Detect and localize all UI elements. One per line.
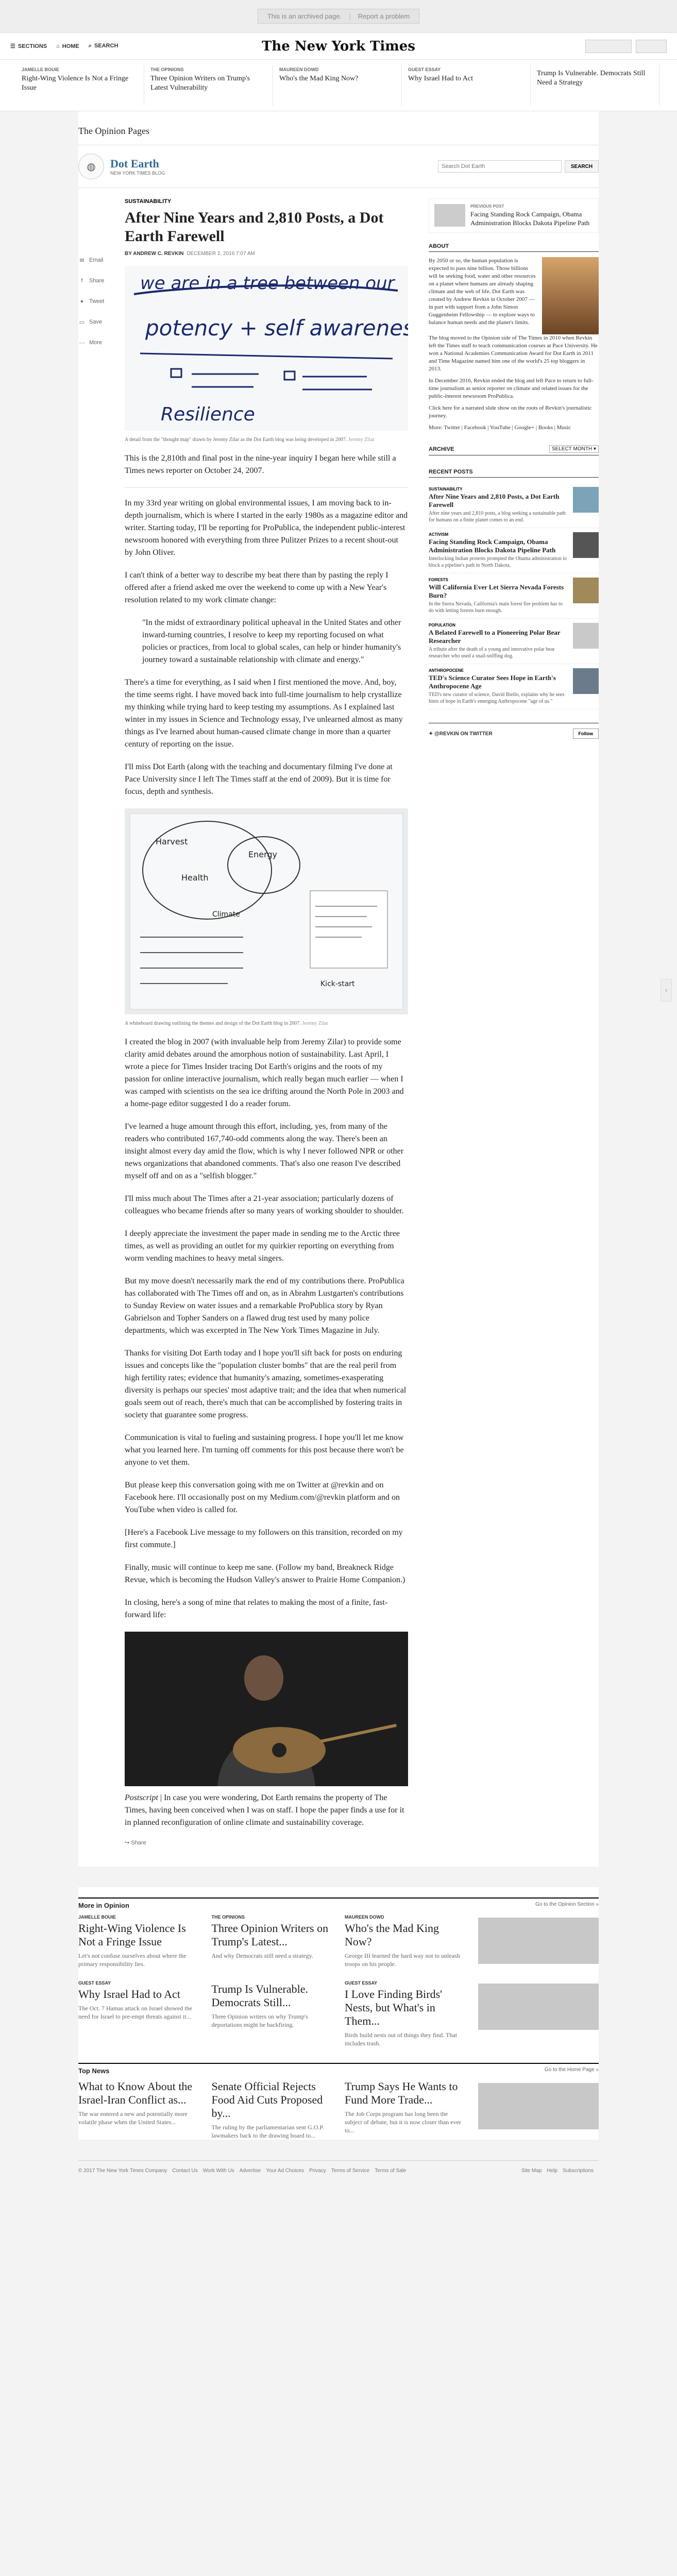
share-label: Email (89, 257, 104, 263)
video-still (125, 1632, 408, 1786)
svg-text:Health: Health (181, 873, 209, 883)
ribbon-item[interactable] (15, 65, 144, 106)
ribbon-title: Why Israel Had to Act (408, 75, 473, 82)
recent-post-summary: TED's new curator of science, David Biello, explains why he sees hints of hope in Earth's emerging Anthropocene "age of us." (429, 692, 565, 704)
section-title[interactable]: The Opinion Pages (78, 111, 599, 145)
postscript (125, 1792, 408, 1829)
top-news-summary: The ruling by the parliamentarian sent G.O.P. lawmakers back to the drawing board to... (211, 2124, 324, 2139)
opinion-card-kicker: GUEST ESSAY (345, 1980, 378, 1986)
top-news-card[interactable] (212, 2080, 333, 2140)
opinion-ribbon (0, 60, 677, 111)
top-news-summary: The war entered a new and potentially more volatile phase when the United States... (78, 2110, 188, 2126)
home-label: HOME (62, 43, 79, 49)
menu-icon: ☰ (10, 43, 15, 49)
twitter-icon: ✦ (79, 298, 84, 305)
main-column (78, 198, 408, 1846)
article-paragraph: I can't think of a better way to describe my beat there than by pasting the reply I offered after a friend asked me over the weekend to come up with a New Year's resolution related to my work climate change: (125, 571, 388, 604)
footer-links (78, 2168, 411, 2174)
opinion-card[interactable] (78, 1914, 199, 1968)
article-paragraph: But my move doesn't necessarily mark the end of my contributions there. ProPublica has collaborated with The Times off and on, as in Abrahm Lustgarten's contributions to Sunday Review on water issues and a remarkable ProPublica story by Ryan Gabrielson and Topher Sanders on a flawed drug test used by many police departments, which was excerpted in The New York Times Magazine in July. (125, 1277, 404, 1335)
archive-select-value: SELECT MONTH (552, 446, 593, 452)
follow-button[interactable]: Follow (573, 728, 599, 739)
about-heading-text: ABOUT (429, 243, 449, 249)
svg-text:Climate: Climate (212, 910, 240, 919)
recent-post-text (429, 532, 568, 569)
home-button[interactable] (56, 43, 79, 49)
more-grid (78, 1914, 599, 2047)
about-box (429, 243, 599, 432)
opinion-card[interactable] (78, 1980, 199, 2047)
opinion-card-kicker: GUEST ESSAY (78, 1980, 111, 1986)
divider (125, 487, 408, 488)
article-paragraph: Thanks for visiting Dot Earth today and I hope you'll sift back for posts on enduring issues and concepts like the "population cluster bombs" that are the real peril from high fertility rates; evidence that humanity's amazing, sometimes-exasperating diversity is perhaps our species' most adaptive trait; and the idea that when numerical goals seem out of reach, there's much that can be accomplished by fostering traits in society that guarantee some progress. (125, 1349, 407, 1419)
share-twitter[interactable] (78, 291, 125, 312)
recent-post-category: SUSTAINABILITY (429, 487, 463, 492)
previous-post-title: Facing Standing Rock Campaign, Obama Administration Blocks Dakota Pipeline Path (470, 210, 590, 227)
opinion-card-summary: Let's not confuse ourselves about where the primary responsibility lies. (78, 1952, 187, 1968)
opinion-section-link[interactable]: Go to the Opinion Section » (535, 1902, 599, 1907)
opinion-card-kicker: THE OPINIONS (211, 1914, 245, 1920)
opinion-card-kicker: JAMELLE BOUIE (78, 1914, 116, 1920)
social-links[interactable]: More: Twitter | Facebook | YouTube | Google+ | Books | Music (429, 425, 571, 431)
top-news-headline: Senate Official Rejects Food Aid Cuts Proposed by... (211, 2080, 323, 2120)
recent-post-thumb (573, 532, 599, 558)
video-player[interactable] (125, 1632, 408, 1789)
recent-post-thumb (573, 623, 599, 649)
more-heading (78, 1897, 599, 1909)
opinion-card[interactable] (345, 1980, 466, 2047)
footer-link[interactable]: Site Map (521, 2168, 542, 2174)
footer-link[interactable]: Subscriptions (562, 2168, 594, 2174)
recent-post-title: A Belated Farewell to a Pioneering Polar Bear Researcher (429, 629, 561, 645)
recent-post-thumb (573, 578, 599, 603)
ribbon-item[interactable] (273, 65, 402, 106)
top-news-heading-text: Top News (78, 2067, 110, 2075)
archive-notice (258, 9, 419, 24)
ribbon-item[interactable] (402, 65, 531, 106)
email-icon: ✉ (79, 257, 84, 264)
about-paragraph: The blog moved to the Opinion side of The Times in 2010 when Revkin left the Times staff to teach communication courses at Pace University. He won a National Academies Communication Award for Dot Earth in 2011 and Time Magazine named him one of the world's 25 top bloggers in 2013. (429, 335, 598, 372)
article-date: DECEMBER 2, 2016 7:07 AM (187, 251, 255, 257)
opinion-card-image (478, 1918, 599, 1964)
twitter-box (429, 723, 599, 739)
ribbon-title: Who's the Mad King Now? (279, 75, 359, 82)
recent-post-text (429, 578, 568, 614)
home-page-link[interactable]: Go to the Home Page » (544, 2067, 599, 2073)
recent-post-category: ACTIVISM (429, 532, 449, 537)
article (125, 198, 408, 1846)
share-save[interactable] (78, 312, 125, 332)
sidebar (429, 198, 599, 1846)
svg-text:Kick-start: Kick-start (320, 980, 355, 988)
login-button[interactable] (636, 40, 667, 53)
recent-post-text (429, 487, 568, 523)
search-button[interactable] (89, 43, 119, 49)
content-layout (78, 188, 599, 1846)
opinion-card-summary: The Oct. 7 Hamas attack on Israel showed the need for Israel to pre-empt threats against it... (78, 2005, 192, 2020)
article-paragraph: In my 33rd year writing on global environmental issues, I am moving back to in-depth journalism, which is where I started in the early 1980s as a magazine editor and writer. Starting today, I'll be reporting for ProPublica, the independent public-interest newsroom honored with everything from three Pulitzer Prizes to a recent shout-out by John Oliver. (125, 499, 408, 557)
about-paragraph: Click here for a narrated slide show on the roots of Revkin's journalistic journey. (429, 405, 592, 419)
recent-post-summary: A tribute after the death of a young and innovative polar bear researcher who used a snail-sniffing dog. (429, 647, 555, 659)
svg-text:we are in a tree between our: we are in a tree between our (140, 273, 395, 294)
search-label: SEARCH (94, 43, 119, 49)
opinion-card[interactable] (212, 1980, 333, 2047)
article-headline: After Nine Years and 2,810 Posts, a Dot Earth Farewell (125, 209, 384, 245)
postscript-text: | In case you were wondering, Dot Earth remains the property of The Times, having been conceived when I was on staff. I hope the paper finds a use for it in planned reconfiguration of online climate and sustainability coverage. (125, 1793, 404, 1827)
top-news-card[interactable] (345, 2080, 466, 2140)
opinion-card-summary: Three Opinion writers on why Trump's deportations might be backfiring. (211, 2013, 308, 2028)
recent-post[interactable] (429, 619, 599, 664)
article-paragraph: I deeply appreciate the investment the paper made in sending me to the Arctic three times, as well as providing an outlet for my quirkier reporting on everything from worm vending machines to heavy metal singers. (125, 1229, 400, 1263)
opinion-card[interactable] (212, 1914, 333, 1968)
footer-link[interactable]: Your Ad Choices (266, 2168, 304, 2174)
opinion-card-headline: I Love Finding Birds' Nests, but What's in Them... (345, 1988, 443, 2027)
ribbon-item[interactable] (144, 65, 273, 106)
recent-post-category: POPULATION (429, 623, 455, 628)
opinion-card-headline: Right-Wing Violence Is Not a Fringe Issue (78, 1922, 186, 1948)
caption-text: A detail from the "thought map" drawn by Jeremy Zilar as the Dot Earth blog was being developed in 2007. (125, 437, 347, 443)
recent-post-text (429, 668, 568, 705)
blog-search-input[interactable] (438, 160, 562, 173)
previous-post[interactable] (429, 198, 599, 233)
sections-label: SECTIONS (18, 43, 47, 49)
archive-bar (0, 0, 677, 33)
opinion-card-image (478, 1984, 599, 2030)
previous-post-label: PREVIOUS POST (470, 204, 504, 209)
search-icon: ⌕ (88, 43, 92, 49)
about-heading (429, 243, 599, 252)
share-label: Tweet (89, 298, 105, 304)
footer-link[interactable]: Work With Us (202, 2168, 234, 2174)
recent-heading-text: RECENT POSTS (429, 469, 473, 475)
opinion-card-summary: Birds build nests out of things they find. That includes trash. (345, 2031, 458, 2047)
footer-right-links (521, 2168, 599, 2174)
about-paragraph: By 2050 or so, the human population is expected to pass nine billion. Those billions will be seeking food, water and other resources on a planet where humans are already shaping climate and the web of life. Dot Earth was created by Andrew Revkin in October 2007 — in part with support from a John Simon Guggenheim Fellowship — to explore ways to balance human needs and the planet's limits. (429, 258, 536, 326)
recent-post-summary: Interlocking Indian protests prompted the Obama administration to block a pipeline's path in North Dakota. (429, 556, 567, 568)
share-tools (78, 198, 125, 1846)
footer (78, 2160, 599, 2181)
ribbon-item[interactable] (531, 65, 659, 106)
recent-post[interactable] (429, 573, 599, 619)
article-quote: "In the midst of extraordinary political upheaval in the United States and other inward-turning countries, I resolve to keep my reporting focused on what policies or practices, from local to global scales, can help or hinder humanity's journey toward a sustainable relationship with climate and energy." (142, 618, 401, 664)
top-news-card (478, 2080, 599, 2140)
opinion-card-summary: George III learned the hard way not to unleash troops on his people. (345, 1952, 460, 1968)
share-arrow-icon: ↪ (125, 1840, 130, 1846)
ribbon-kicker: GUEST ESSAY (408, 67, 441, 72)
chevron-right-icon: › (665, 986, 668, 994)
more-in-opinion (78, 1887, 599, 2140)
whiteboard-image (125, 808, 408, 1017)
share-email[interactable] (78, 250, 125, 270)
footer-link[interactable]: Privacy (309, 2168, 326, 2174)
svg-text:potency + self awareness: potency + self awareness (145, 315, 408, 341)
article-paragraph: In closing, here's a song of mine that relates to making the most of a finite, fast-forward life: (125, 1598, 388, 1619)
share-label: More (89, 340, 103, 346)
article-paragraph: I'll miss much about The Times after a 21-year association; particularly dozens of colleagues who became friends after so many years of working shoulder to shoulder. (125, 1194, 404, 1215)
about-paragraph: In December 2016, Revkin ended the blog and left Pace to return to full-time journalism as senior reporter on climate and related issues for the public-interest newsroom ProPublica. (429, 378, 594, 399)
opinion-card-kicker: MAUREEN DOWD (345, 1914, 384, 1920)
archive-heading-text: ARCHIVE (429, 446, 454, 452)
masthead-account (585, 40, 667, 53)
footer-link[interactable]: Contact Us (172, 2168, 198, 2174)
top-news-headline: What to Know About the Israel-Iran Conflict as... (78, 2080, 193, 2106)
footer-link[interactable]: Help (547, 2168, 557, 2174)
footer-link[interactable]: Terms of Service (331, 2168, 370, 2174)
caption-credit: Jeremy Zilar (348, 437, 375, 443)
facebook-icon: f (81, 278, 83, 284)
article-paragraph: But please keep this conversation going with me on Twitter at @revkin and on Facebook here. I'll occasionally post on my Medium.com/@revkin platform and on YouTube when video is called for. (125, 1481, 400, 1514)
blog-search (438, 160, 599, 173)
twitter-handle[interactable] (429, 731, 493, 737)
ribbon-title: Trump Is Vulnerable. Democrats Still Need a Strategy (537, 70, 646, 87)
top-news-card[interactable] (78, 2080, 199, 2140)
masthead (0, 33, 677, 60)
opinion-card (478, 1980, 599, 2047)
share-link-label: Share (131, 1840, 146, 1846)
blog-identity (78, 154, 165, 179)
home-icon: ⌂ (56, 43, 60, 49)
twitter-icon: ✦ (429, 731, 433, 737)
nyt-logo[interactable]: The New York Times (262, 38, 415, 54)
opinion-card[interactable] (345, 1914, 466, 1968)
blog-header (78, 145, 599, 188)
share-more[interactable] (78, 332, 125, 353)
article-paragraph: Finally, music will continue to keep me sane. (Follow my band, Breakneck Ridge Revue, which is becoming the Hudson Valley's answer to Prairie Home Companion.) (125, 1563, 405, 1584)
about-text (429, 257, 599, 432)
opinion-card-headline: Trump Is Vulnerable. Democrats Still... (211, 1982, 309, 2009)
recent-post-category: ANTHROPOCENE (429, 668, 464, 673)
figure-caption (125, 1020, 408, 1027)
thought-map-drawing (125, 266, 408, 431)
author[interactable]: BY ANDREW C. REVKIN (125, 251, 184, 257)
recent-post-title: After Nine Years and 2,810 Posts, a Dot Earth Farewell (429, 493, 560, 509)
more-heading-text: More in Opinion (78, 1902, 129, 1909)
archive-month-select[interactable] (549, 445, 599, 453)
svg-text:Energy: Energy (248, 850, 278, 859)
page (78, 111, 599, 1867)
share-label: Save (89, 319, 103, 325)
opinion-card (478, 1914, 599, 1968)
footer-link[interactable]: Terms of Sale (375, 2168, 407, 2174)
article-kicker[interactable]: SUSTAINABILITY (125, 198, 172, 205)
sections-button[interactable] (10, 43, 47, 49)
recent-heading (429, 469, 599, 478)
archive-separator: | (349, 12, 351, 20)
article-paragraph: There's a time for everything, as I said when I first mentioned the move. And, boy, the time seems right. I have moved back into full-time journalism to help crystallize my thinking while trying hard to keep testing my assumptions. As I explained last winter in my issues in Science and Technology essay, I've unlearned almost as many things as I've learned about human-caused climate change in more than a quarter century of reporting on the issue. (125, 678, 403, 749)
archive-heading (429, 445, 599, 455)
blog-search-button[interactable]: SEARCH (565, 160, 599, 173)
recent-post[interactable] (429, 664, 599, 709)
top-news-summary: The Job Corps program has long been the subject of debate, but it is now closer than ever to... (345, 2110, 461, 2134)
copyright: © 2017 The New York Times Company (78, 2168, 167, 2174)
top-news-image (478, 2083, 599, 2129)
article-paragraph: [Here's a Facebook Live message to my followers on this transition, recorded on my first commute.] (125, 1528, 403, 1549)
bookmark-icon: ▭ (79, 319, 85, 326)
recent-post[interactable] (429, 483, 599, 528)
author-photo (542, 257, 599, 334)
whiteboard-drawing (125, 808, 408, 1014)
article-paragraph: I've learned a huge amount through this effort, including, yes, from many of the readers who contributed 167,740-odd comments along the way. There's been an insight almost every day amid the flow, which is why I never followed NPR or other news organizations that abandoned comments. That's also one reason I've described myself off and on as a "selfish blogger." (125, 1122, 404, 1180)
caption-credit: Jeremy Zilar (302, 1021, 329, 1026)
top-news-grid (78, 2080, 599, 2140)
opinion-card-summary: And why Democrats still need a strategy. (211, 1952, 314, 1959)
recent-post-title: TED's Science Curator Sees Hope in Earth's Anthropocene Age (429, 674, 556, 690)
footer-link[interactable]: Advertise (239, 2168, 261, 2174)
blog-subtitle: NEW YORK TIMES BLOG (110, 171, 165, 176)
twitter-handle-text: @REVKIN ON TWITTER (434, 731, 493, 737)
recent-post-thumb (573, 487, 599, 513)
article-paragraph: This is the 2,810th and final post in the nine-year inquiry I began here while still a Times news reporter on October 24, 2007. (125, 454, 396, 475)
recent-post-title: Will California Ever Let Sierra Nevada Forests Burn? (429, 583, 564, 599)
share-link[interactable] (125, 1839, 408, 1846)
ribbon-title: Three Opinion Writers on Trump's Latest Vulnerability (150, 75, 250, 92)
article-paragraph: I'll miss Dot Earth (along with the teaching and documentary filming I've done at Pace University since I left The Times staff at the end of 2009). But it is time for focus, depth and synthesis. (125, 762, 393, 796)
caption-text: A whiteboard drawing outlining the themes and design of the Dot Earth blog in 2007. (125, 1021, 301, 1026)
subscribe-button[interactable] (585, 40, 632, 53)
archive-box (429, 445, 599, 455)
ribbon-kicker: MAUREEN DOWD (279, 67, 319, 72)
masthead-nav (10, 43, 118, 49)
article-byline (125, 251, 408, 257)
postscript-label: Postscript (125, 1793, 158, 1802)
recent-post-category: FORESTS (429, 578, 448, 582)
globe-icon: ◍ (78, 154, 104, 179)
report-problem-link[interactable]: Report a problem (358, 12, 410, 20)
opinion-card-headline: Who's the Mad King Now? (345, 1922, 439, 1948)
chevron-down-icon: ▾ (593, 446, 596, 452)
recent-post-title: Facing Standing Rock Campaign, Obama Administration Blocks Dakota Pipeline Path (429, 538, 556, 554)
next-post-arrow[interactable] (661, 979, 672, 1002)
recent-post-summary: After nine years and 2,810 posts, a blog seeking a sustainable path for humans on a finite planet comes to an end. (429, 511, 566, 523)
ribbon-kicker: THE OPINIONS (150, 67, 184, 72)
recent-post-text (429, 623, 568, 659)
opinion-card-headline: Why Israel Had to Act (78, 1988, 180, 2001)
previous-post-thumb (434, 204, 465, 227)
recent-post-summary: In the Sierra Nevada, California's main forest fire problem has to do with letting forests burn enough. (429, 601, 563, 614)
top-news-heading (78, 2063, 599, 2075)
more-icon: ⋯ (79, 340, 85, 346)
archive-text: This is an archived page. (267, 12, 342, 20)
blog-name[interactable]: Dot Earth (110, 157, 159, 170)
svg-text:Harvest: Harvest (156, 837, 188, 846)
article-paragraph: I created the blog in 2007 (with invaluable help from Jeremy Zilar) to provide some clarity amid debates around the amorphous notion of sustainability. Last April, I wrote a piece for Times Insider tracing Dot Earth's origins and the roots of my passion for online interactive journalism, which really began much earlier — when I was camped with scientists on the sea ice drifting around the North Pole in 2003 and a home-page editor suggested I do a reader forum. (125, 1038, 404, 1108)
share-facebook[interactable] (78, 270, 125, 291)
article-paragraph: Communication is vital to fueling and sustaining progress. I hope you'll let me know what you learned here. I'm turning off comments for this post because there won't be anyone to vet them. (125, 1433, 404, 1467)
share-label: Share (89, 278, 105, 284)
recent-post-thumb (573, 668, 599, 694)
opinion-card-headline: Three Opinion Writers on Trump's Latest... (211, 1922, 329, 1948)
ribbon-title: Right-Wing Violence Is Not a Fringe Issue (22, 75, 129, 92)
figure-caption (125, 436, 408, 443)
recent-posts (429, 469, 599, 709)
top-news-headline: Trump Says He Wants to Fund More Trade... (345, 2080, 458, 2106)
recent-post[interactable] (429, 528, 599, 573)
thought-map-image (125, 266, 408, 433)
svg-text:Resilience: Resilience (161, 404, 255, 425)
ribbon-kicker: JAMELLE BOUIE (22, 67, 60, 72)
